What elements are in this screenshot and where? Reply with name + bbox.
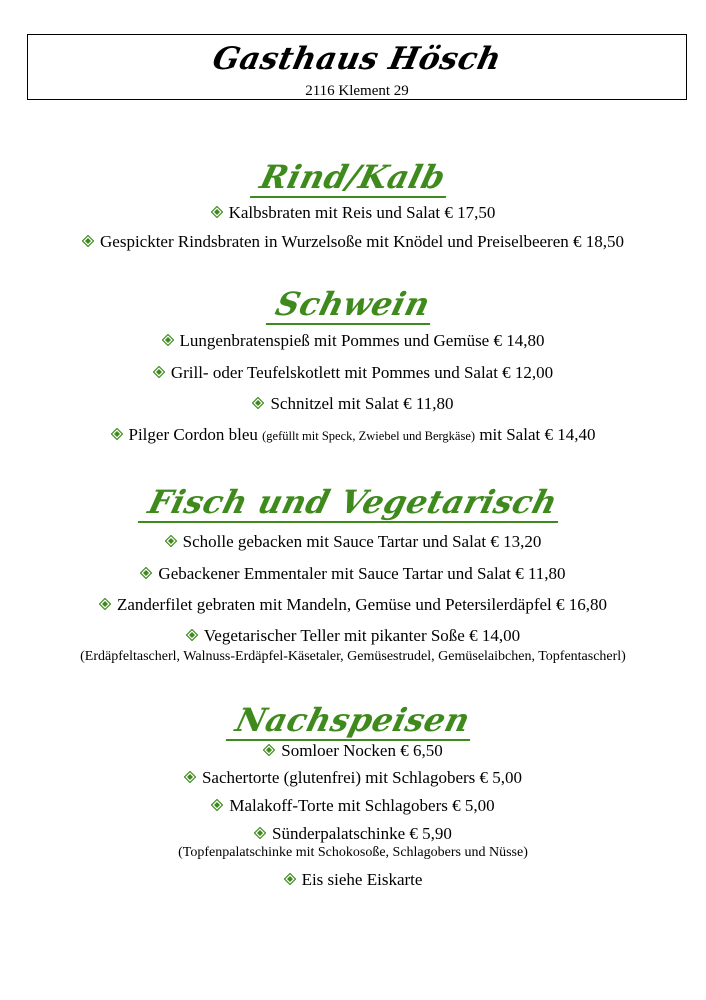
diamond-bullet-icon (82, 235, 94, 247)
diamond-bullet-icon (162, 334, 174, 346)
menu-item: Sünderpalatschinke € 5,90 (0, 824, 706, 844)
menu-item: Somloer Nocken € 6,50 (0, 741, 706, 761)
diamond-bullet-icon (284, 873, 296, 885)
item-subnote: (Topfenpalatschinke mit Schokosoße, Schlagobers und Nüsse) (178, 845, 528, 860)
diamond-bullet-icon (111, 428, 123, 440)
diamond-bullet-icon (165, 535, 177, 547)
menu-item: Schnitzel mit Salat € 11,80 (0, 394, 706, 414)
menu-item: Pilger Cordon bleu (gefüllt mit Speck, Zwiebel und Bergkäse) mit Salat € 14,40 (0, 425, 706, 445)
diamond-bullet-icon (263, 744, 275, 756)
menu-item: Grill- oder Teufelskotlett mit Pommes und Salat € 12,00 (0, 363, 706, 383)
item-note: (gefüllt mit Speck, Zwiebel und Bergkäse) (262, 429, 476, 443)
diamond-bullet-icon (99, 598, 111, 610)
menu-item: Kalbsbraten mit Reis und Salat € 17,50 (0, 203, 706, 223)
menu-item: Gebackener Emmentaler mit Sauce Tartar und Salat € 11,80 (0, 564, 706, 584)
menu-item: Scholle gebacken mit Sauce Tartar und Salat € 13,20 (0, 532, 706, 552)
diamond-bullet-icon (186, 629, 198, 641)
section-heading-rind-kalb: Rind/Kalb (0, 158, 706, 196)
diamond-bullet-icon (153, 366, 165, 378)
section-heading-nachspeisen: Nachspeisen (0, 701, 706, 739)
menu-item: Zanderfilet gebraten mit Mandeln, Gemüse und Petersilerdäpfel € 16,80 (0, 595, 706, 615)
restaurant-name: Gasthaus Hösch (209, 41, 505, 77)
menu-item: Lungenbratenspieß mit Pommes und Gemüse € 14,80 (0, 331, 706, 351)
item-subnote: (Erdäpfeltascherl, Walnuss-Erdäpfel-Käsetaler, Gemüsestrudel, Gemüselaibchen, Topfentascherl) (80, 649, 626, 664)
diamond-bullet-icon (184, 771, 196, 783)
menu-item: Malakoff-Torte mit Schlagobers € 5,00 (0, 796, 706, 816)
diamond-bullet-icon (140, 567, 152, 579)
section-heading-fisch-vegetarisch: Fisch und Vegetarisch (0, 483, 706, 521)
diamond-bullet-icon (211, 799, 223, 811)
menu-item: Sachertorte (glutenfrei) mit Schlagobers € 5,00 (0, 768, 706, 788)
menu-item: Eis siehe Eiskarte (0, 870, 706, 890)
section-heading-schwein: Schwein (0, 285, 706, 323)
diamond-bullet-icon (252, 397, 264, 409)
diamond-bullet-icon (254, 827, 266, 839)
diamond-bullet-icon (211, 206, 223, 218)
menu-item: Gespickter Rindsbraten in Wurzelsoße mit Knödel und Preiselbeeren € 18,50 (0, 232, 706, 252)
menu-item: Vegetarischer Teller mit pikanter Soße € 14,00 (0, 626, 706, 646)
address: 2116 Klement 29 (305, 83, 409, 99)
header-box (27, 34, 687, 100)
